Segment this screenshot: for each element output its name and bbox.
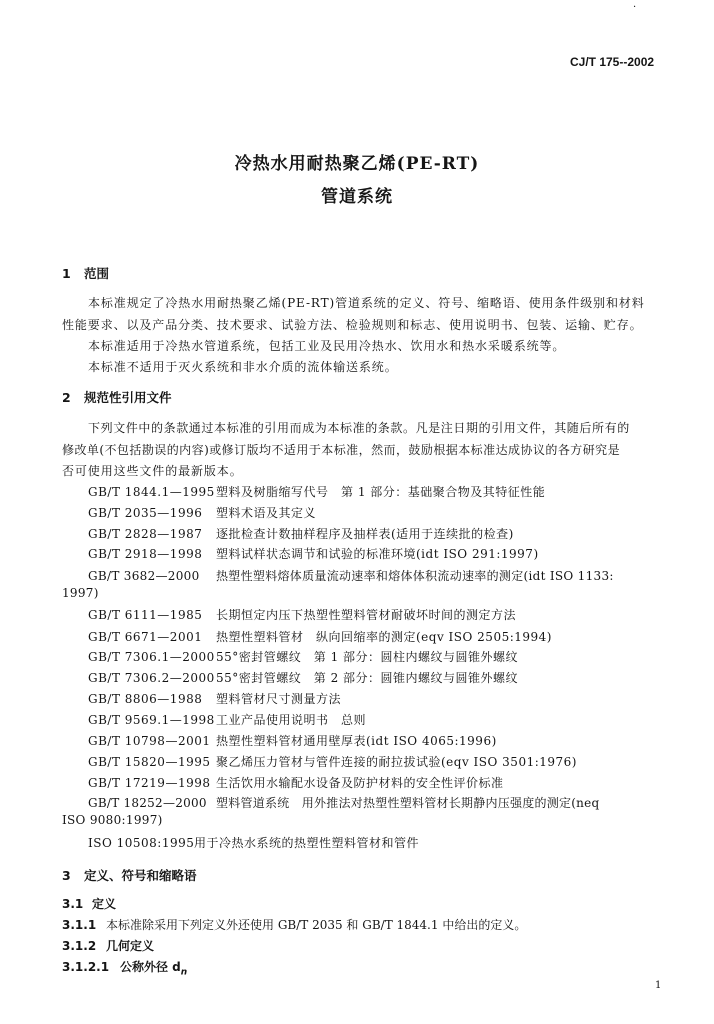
section-number: 2 <box>62 390 71 405</box>
reference-code: GB/T 1844.1—1995 <box>88 485 215 499</box>
reference-code: GB/T 18252—2000 <box>88 796 207 810</box>
reference-item <box>88 794 599 811</box>
reference-item <box>88 669 518 686</box>
reference-item <box>88 648 518 665</box>
reference-item <box>88 628 552 645</box>
reference-item <box>88 483 545 500</box>
reference-title: 长期恒定内压下热塑性塑料管材耐破坏时间的测定方法 <box>216 608 517 622</box>
reference-title: 塑料术语及其定义 <box>216 506 317 520</box>
reference-item <box>88 753 577 770</box>
paragraph: 本标准不适用于灭火系统和非水介质的流体输送系统。 <box>88 360 398 374</box>
reference-title: 塑料及树脂缩写代号 第 1 部分：基础聚合物及其特征性能 <box>216 485 546 499</box>
reference-item <box>88 606 516 623</box>
reference-title: 聚乙烯压力管材与管件连接的耐拉拔试验(eqv ISO 3501:1976) <box>216 755 577 769</box>
section-1-heading <box>62 264 109 282</box>
reference-code: GB/T 17219—1998 <box>88 776 211 790</box>
reference-title: 工业产品使用说明书 总则 <box>216 713 367 727</box>
reference-continuation: 1997) <box>62 586 99 600</box>
subsection-text: 本标准除采用下列定义外还使用 GB/T 2035 和 GB/T 1844.1 中给出的定义。 <box>106 918 527 932</box>
reference-title: 热塑性塑料管材 纵向回缩率的测定(eqv ISO 2505:1994) <box>216 630 552 644</box>
subsection-3-1 <box>62 895 116 912</box>
reference-title: 55°密封管螺纹 第 1 部分：圆柱内螺纹与圆锥外螺纹 <box>216 650 519 664</box>
reference-title: 逐批检查计数抽样程序及抽样表(适用于连续批的检查) <box>216 527 514 541</box>
paragraph: 修改单(不包括勘误的内容)或修订版均不适用于本标准，然而，鼓励根据本标准达成协议的各方研究是 <box>62 443 621 457</box>
reference-code: GB/T 9569.1—1998 <box>88 713 215 727</box>
corner-mark: · <box>633 2 637 13</box>
reference-code: GB/T 2828—1987 <box>88 527 203 541</box>
reference-title: 塑料管材尺寸测量方法 <box>216 692 342 706</box>
reference-item <box>88 504 316 521</box>
reference-item <box>88 567 614 584</box>
reference-item <box>88 774 504 791</box>
reference-code: GB/T 8806—1988 <box>88 692 203 706</box>
subsection-number: 3.1.1 <box>62 918 97 932</box>
reference-item <box>88 834 419 851</box>
subsection-number: 3.1.2.1 <box>62 960 110 974</box>
subsection-3-1-1 <box>62 916 526 933</box>
reference-item <box>88 732 497 749</box>
paragraph: 下列文件中的条款通过本标准的引用而成为本标准的条款。凡是注日期的引用文件，其随后所有的 <box>88 421 630 435</box>
document-title: 冷热水用耐热聚乙烯(PE-RT) <box>234 154 480 174</box>
subscript: n <box>180 967 188 978</box>
reference-title: 塑料管道系统 用外推法对热塑性塑料管材长期静内压强度的测定(neq <box>216 796 600 810</box>
subsection-3-1-2 <box>62 937 154 954</box>
section-3-heading <box>62 866 197 884</box>
reference-code: ISO 10508:1995 <box>88 836 195 850</box>
section-title: 范围 <box>84 266 110 281</box>
section-title: 定义、符号和缩略语 <box>84 868 197 883</box>
reference-title: 55°密封管螺纹 第 2 部分：圆锥内螺纹与圆锥外螺纹 <box>216 671 519 685</box>
reference-code: GB/T 15820—1995 <box>88 755 211 769</box>
section-2-heading <box>62 388 172 406</box>
reference-title: 生活饮用水输配水设备及防护材料的安全性评价标准 <box>216 776 504 790</box>
section-number: 3 <box>62 868 71 883</box>
reference-title: 塑料试样状态调节和试验的标准环境(idt ISO 291:1997) <box>216 547 539 561</box>
subsection-3-1-2-1 <box>62 958 187 977</box>
reference-title: 热塑性塑料熔体质量流动速率和熔体体积流动速率的测定(idt ISO 1133: <box>216 569 614 583</box>
reference-title: 用于冷热水系统的热塑性塑料管材和管件 <box>194 836 420 850</box>
reference-item <box>88 545 539 562</box>
paragraph: 否可使用这些文件的最新版本。 <box>62 464 243 478</box>
document-subtitle: 管道系统 <box>321 187 393 207</box>
subsection-title: 几何定义 <box>106 939 155 953</box>
paragraph: 本标准适用于冷热水管道系统，包括工业及民用冷热水、饮用水和热水采暖系统等。 <box>88 339 566 353</box>
reference-code: GB/T 10798—2001 <box>88 734 211 748</box>
subsection-number: 3.1.2 <box>62 939 97 953</box>
reference-title: 热塑性塑料管材通用壁厚表(idt ISO 4065:1996) <box>216 734 497 748</box>
reference-continuation: ISO 9080:1997) <box>62 813 163 827</box>
reference-item <box>88 711 366 728</box>
reference-item <box>88 525 514 542</box>
section-number: 1 <box>62 266 71 281</box>
reference-code: GB/T 6111—1985 <box>88 608 203 622</box>
reference-code: GB/T 2918—1998 <box>88 547 203 561</box>
paragraph: 本标准规定了冷热水用耐热聚乙烯(PE-RT)管道系统的定义、符号、缩略语、使用条件级别和材料 <box>88 296 645 310</box>
reference-code: GB/T 7306.1—2000 <box>88 650 215 664</box>
standard-code: CJ/T 175--2002 <box>570 55 655 69</box>
paragraph: 性能要求、以及产品分类、技术要求、试验方法、检验规则和标志、使用说明书、包装、运输、贮存。 <box>62 318 643 332</box>
reference-item <box>88 690 341 707</box>
reference-code: GB/T 7306.2—2000 <box>88 671 215 685</box>
reference-code: GB/T 2035—1996 <box>88 506 203 520</box>
subsection-title: 公称外径 d <box>120 960 181 974</box>
reference-code: GB/T 6671—2001 <box>88 630 203 644</box>
subsection-number: 3.1 <box>62 897 84 911</box>
section-title: 规范性引用文件 <box>84 390 172 405</box>
page-number: 1 <box>655 980 662 991</box>
subsection-title: 定义 <box>92 897 117 911</box>
reference-code: GB/T 3682—2000 <box>88 569 200 583</box>
